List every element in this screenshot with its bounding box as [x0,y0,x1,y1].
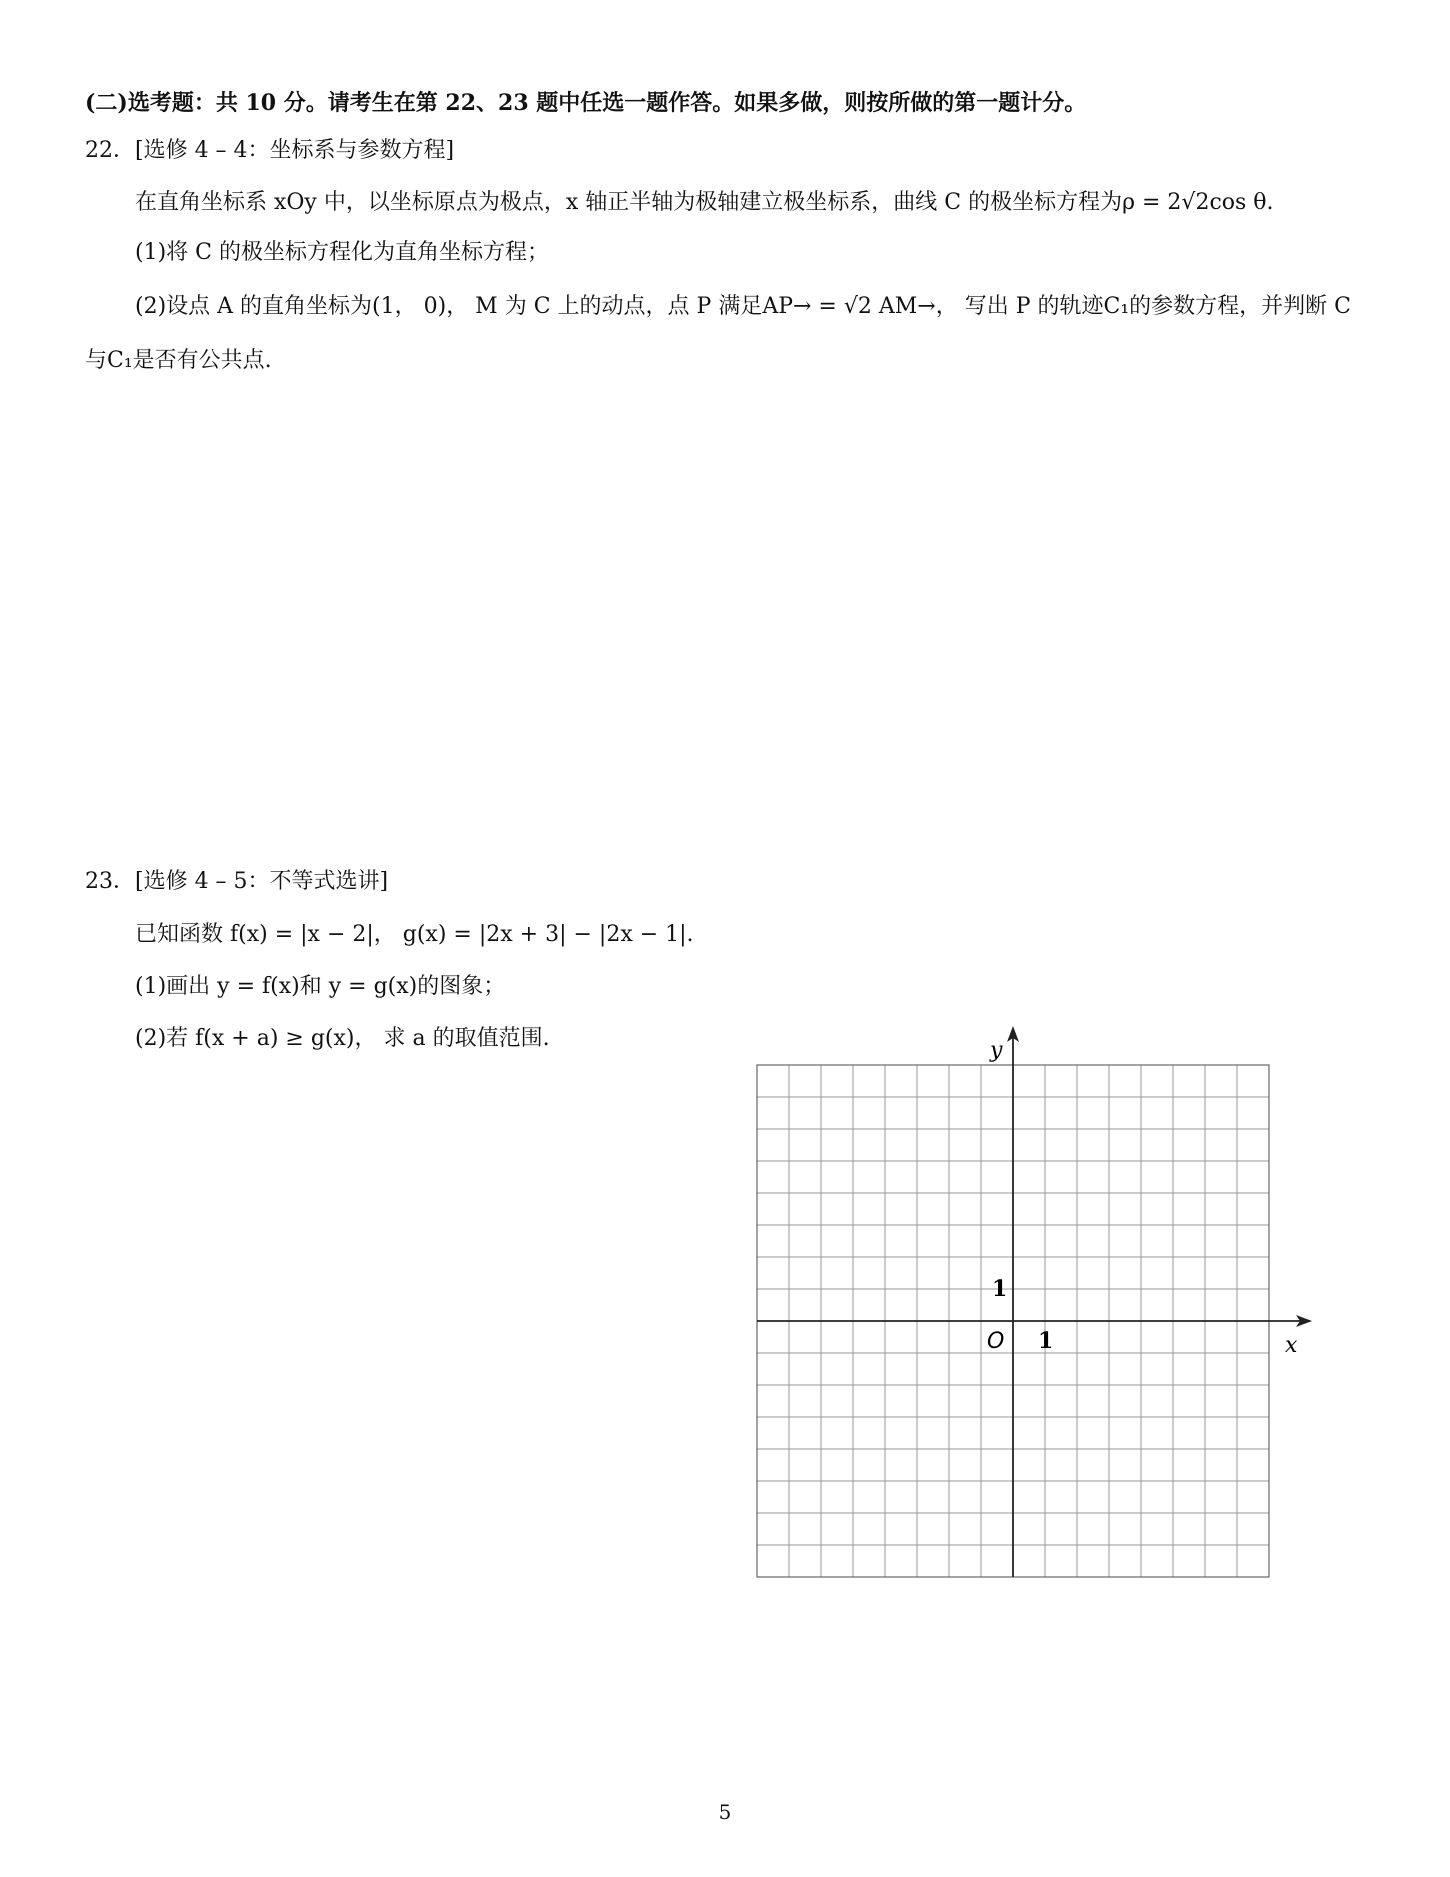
q22-part1: (1)将 C 的极坐标方程化为直角坐标方程； [135,240,549,265]
x-unit-label: 1 [1038,1328,1054,1354]
q23-intro: 已知函数 f(x) = |x − 2|， g(x) = |2x + 3| − |2x − 1|. [135,922,694,947]
q22-part2-line2: 与C₁是否有公共点. [85,348,272,373]
y-axis-label: y [990,1038,1003,1063]
origin-label: O [987,1329,1005,1354]
x-axis-label: x [1285,1333,1298,1358]
q23-part2: (2)若 f(x + a) ≥ g(x)， 求 a 的取值范围. [135,1026,550,1051]
y-unit-label: 1 [992,1276,1008,1302]
q22-part2-line1: (2)设点 A 的直角坐标为(1， 0)， M 为 C 上的动点，点 P 满足AP→ = √2 AM→， 写出 P 的轨迹C₁的参数方程，并判断 C [135,294,1351,319]
q22-title: 22．[选修 4 – 4：坐标系与参数方程] [85,138,455,163]
q23-part1: (1)画出 y = f(x)和 y = g(x)的图象； [135,974,506,999]
q23-title: 23．[选修 4 – 5：不等式选讲] [85,869,389,894]
section-header: (二)选考题：共 10 分。请考生在第 22、23 题中任选一题作答。如果多做，则按所做的第一题计分。 [85,90,1087,116]
page-number: 5 [718,1800,732,1824]
coordinate-grid [740,1025,1340,1625]
q22-intro: 在直角坐标系 xOy 中，以坐标原点为极点，x 轴正半轴为极轴建立极坐标系，曲线 C 的极坐标方程为ρ = 2√2cos θ. [135,190,1274,215]
